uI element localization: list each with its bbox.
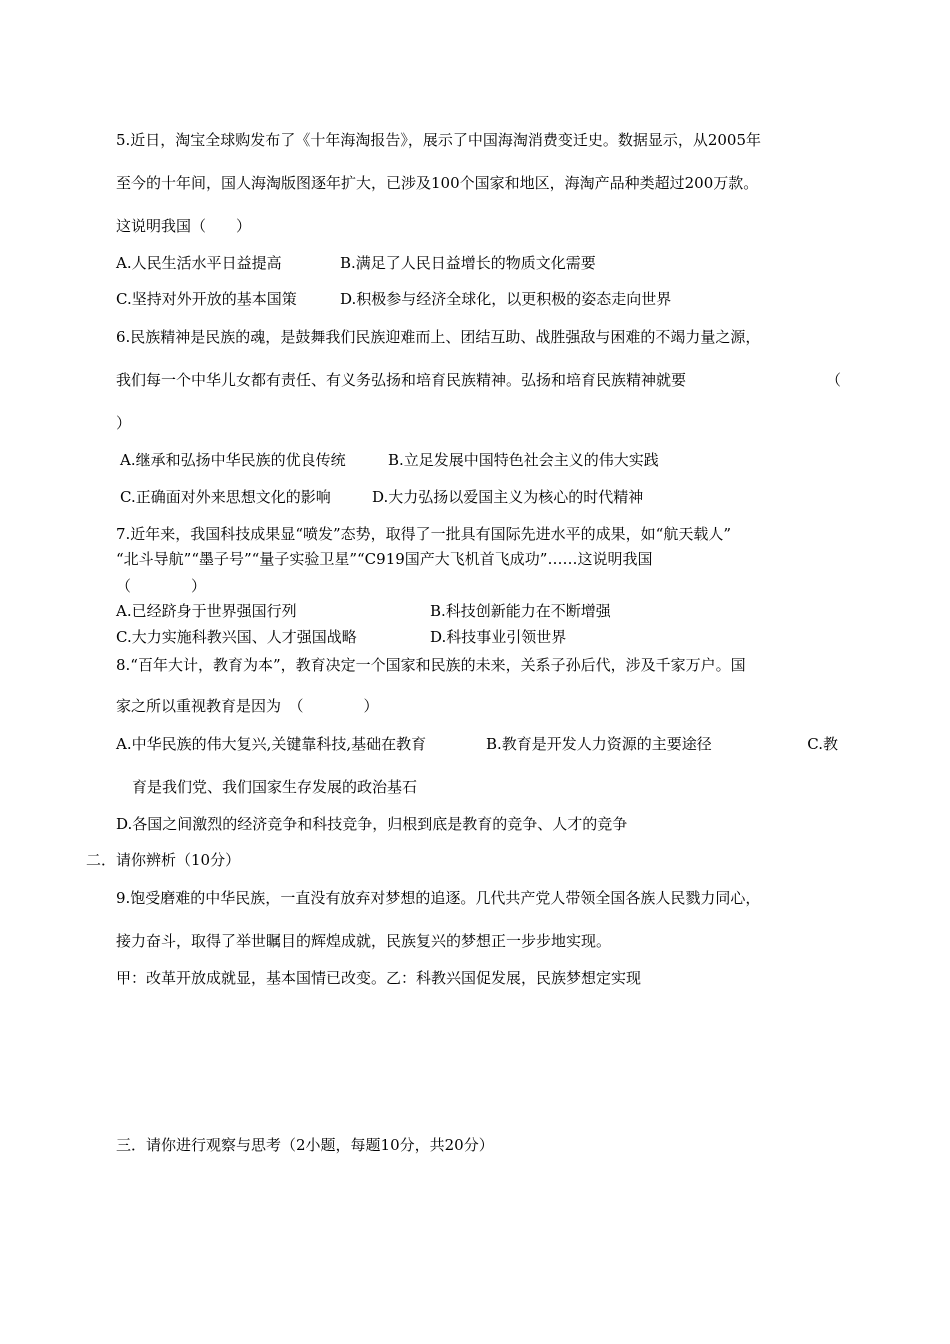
q8-option-c-continued: 育是我们党、我们国家生存发展的政治基石: [132, 778, 418, 796]
section-3-title: 三．请你进行观察与思考（2小题，每题10分，共20分）: [116, 1136, 494, 1154]
q7-option-c: C.大力实施科教兴国、人才强国战略: [116, 628, 357, 646]
q8-option-d: D.各国之间激烈的经济竞争和科技竞争，归根到底是教育的竞争、人才的竞争: [116, 815, 628, 833]
q6-option-a: A.继承和弘扬中华民族的优良传统: [120, 451, 346, 469]
q7-option-a: A.已经跻身于世界强国行列: [116, 602, 297, 620]
q8-option-a: A.中华民族的伟大复兴,关键靠科技,基础在教育: [116, 735, 427, 753]
q8-line-2: 家之所以重视教育是因为 （ ）: [116, 697, 379, 715]
q8-line-1: 8.“百年大计，教育为本”，教育决定一个国家和民族的未来，关系子孙后代，涉及千家万户。国: [116, 656, 746, 674]
q6-option-d: D.大力弘扬以爱国主义为核心的时代精神: [372, 488, 644, 506]
q5-line-2: 至今的十年间，国人海淘版图逐年扩大，已涉及100个国家和地区，海淘产品种类超过200万款。: [116, 174, 759, 192]
q6-line-2-paren: （: [826, 371, 842, 389]
q7-line-1: 7.近年来，我国科技成果显“喷发”态势，取得了一批具有国际先进水平的成果，如“航天载人”: [116, 525, 731, 543]
q6-line-3: ）: [116, 414, 132, 432]
q8-option-c-start: C.教: [807, 735, 838, 753]
q7-line-2: “北斗导航”“墨子号”“量子实验卫星”“C919国产大飞机首飞成功”……这说明我国: [116, 550, 653, 568]
q6-option-b: B.立足发展中国特色社会主义的伟大实践: [388, 451, 659, 469]
q6-line-1: 6.民族精神是民族的魂，是鼓舞我们民族迎难而上、团结互助、战胜强敌与困难的不竭力量之源，: [116, 328, 761, 346]
q9-line-3: 甲：改革开放成就显，基本国情已改变。乙：科教兴国促发展，民族梦想定实现: [116, 969, 642, 987]
q5-option-a: A.人民生活水平日益提高: [116, 254, 282, 272]
q8-option-b: B.教育是开发人力资源的主要途径: [486, 735, 712, 753]
q7-line-3: （ ）: [116, 577, 207, 595]
section-2-title: 二．请你辨析（10分）: [86, 851, 241, 869]
q5-option-b: B.满足了人民日益增长的物质文化需要: [340, 254, 596, 272]
q5-option-d: D.积极参与经济全球化，以更积极的姿态走向世界: [340, 290, 672, 308]
q5-line-1: 5.近日，淘宝全球购发布了《十年海淘报告》，展示了中国海淘消费变迁史。数据显示，从2005年: [116, 131, 761, 149]
q6-line-2: 我们每一个中华儿女都有责任、有义务弘扬和培育民族精神。弘扬和培育民族精神就要: [116, 371, 687, 389]
q5-option-c: C.坚持对外开放的基本国策: [116, 290, 297, 308]
q7-option-d: D.科技事业引领世界: [430, 628, 567, 646]
q9-line-1: 9.饱受磨难的中华民族，一直没有放弃对梦想的追逐。几代共产党人带领全国各族人民戮力同心，: [116, 889, 761, 907]
q9-line-2: 接力奋斗，取得了举世瞩目的辉煌成就，民族复兴的梦想正一步步地实现。: [116, 932, 612, 950]
q5-line-3: 这说明我国（ ）: [116, 217, 252, 235]
q7-option-b: B.科技创新能力在不断增强: [430, 602, 611, 620]
q6-option-c: C.正确面对外来思想文化的影响: [120, 488, 331, 506]
